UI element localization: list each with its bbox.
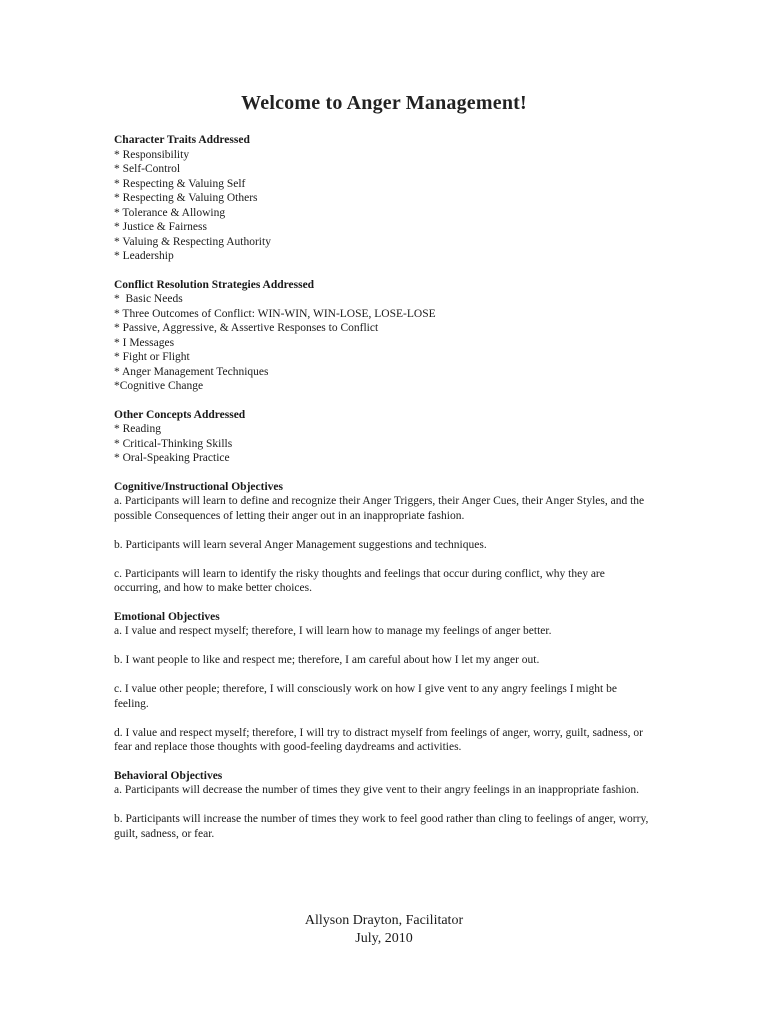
list-item: * Respecting & Valuing Self (114, 177, 246, 190)
list-item: *Cognitive Change (114, 380, 204, 392)
facilitator-name: Allyson Drayton, Facilitator (304, 913, 464, 928)
list-item: * Justice & Fairness (114, 221, 207, 233)
other-concepts-list (114, 422, 654, 466)
objective-paragraph: a. Participants will decrease the number of times they give vent to their angry feelings in an inappropriate fashion. (114, 784, 640, 796)
list-item: * Anger Management Techniques (114, 365, 269, 378)
list-item: * I Messages (114, 336, 175, 349)
signature-block (0, 912, 768, 948)
behavioral-objectives-section (114, 769, 654, 842)
section-heading: Behavioral Objectives (114, 769, 223, 782)
cognitive-objectives-section (114, 480, 654, 596)
list-item: * Reading (114, 423, 161, 435)
other-concepts-section (114, 408, 654, 466)
section-heading: Other Concepts Addressed (114, 408, 246, 421)
list-item: * Passive, Aggressive, & Assertive Responses to Conflict (114, 322, 379, 334)
list-item: * Respecting & Valuing Others (114, 192, 258, 204)
list-item: * Valuing & Respecting Authority (114, 235, 271, 248)
emotional-objectives-section (114, 610, 654, 755)
objective-paragraph: a. I value and respect myself; therefore, I will learn how to manage my feelings of anger better. (114, 625, 552, 637)
list-item: * Critical-Thinking Skills (114, 437, 233, 450)
character-traits-section (114, 133, 654, 264)
page-title: Welcome to Anger Management! (241, 92, 527, 114)
objective-paragraph: b. I want people to like and respect me; therefore, I am careful about how I let my anger out. (114, 654, 540, 666)
objective-paragraph: b. Participants will learn several Anger Management suggestions and techniques. (114, 538, 487, 551)
list-item: * Responsibility (114, 148, 190, 161)
objective-paragraph: a. Participants will learn to define and recognize their Anger Triggers, their Anger Cues, their Anger Styles, and the possible Consequences of letting their anger out in an inappropriate fashion. (114, 495, 645, 522)
objective-paragraph: c. I value other people; therefore, I will consciously work on how I give vent to any angry feelings I might be feeling. (114, 683, 617, 710)
section-heading: Cognitive/Instructional Objectives (114, 480, 283, 493)
list-item: * Three Outcomes of Conflict: WIN-WIN, WIN-LOSE, LOSE-LOSE (114, 307, 436, 320)
list-item: * Tolerance & Allowing (114, 206, 226, 219)
objective-paragraph: b. Participants will increase the number of times they work to feel good rather than cling to feelings of anger, worry, guilt, sadness, or fear. (114, 813, 649, 840)
section-heading: Conflict Resolution Strategies Addressed (114, 278, 315, 291)
list-item: * Oral-Speaking Practice (114, 452, 230, 464)
conflict-resolution-list (114, 292, 654, 394)
conflict-resolution-section (114, 278, 654, 394)
signature-date: July, 2010 (355, 931, 413, 946)
section-heading: Character Traits Addressed (114, 134, 250, 146)
list-item: * Self-Control (114, 163, 181, 175)
objective-paragraph: c. Participants will learn to identify the risky thoughts and feelings that occur during conflict, why they are occurring, and how to make better choices. (114, 567, 605, 594)
section-heading: Emotional Objectives (114, 610, 220, 623)
objective-paragraph: d. I value and respect myself; therefore, I will try to distract myself from feelings of anger, worry, guilt, sadness, or fear and replace those thoughts with good-feeling daydreams and activities. (114, 726, 643, 753)
list-item: * Fight or Flight (114, 351, 190, 363)
character-traits-list (114, 148, 654, 264)
list-item: * Basic Needs (114, 293, 183, 305)
list-item: * Leadership (114, 250, 174, 262)
document-body (114, 92, 654, 855)
